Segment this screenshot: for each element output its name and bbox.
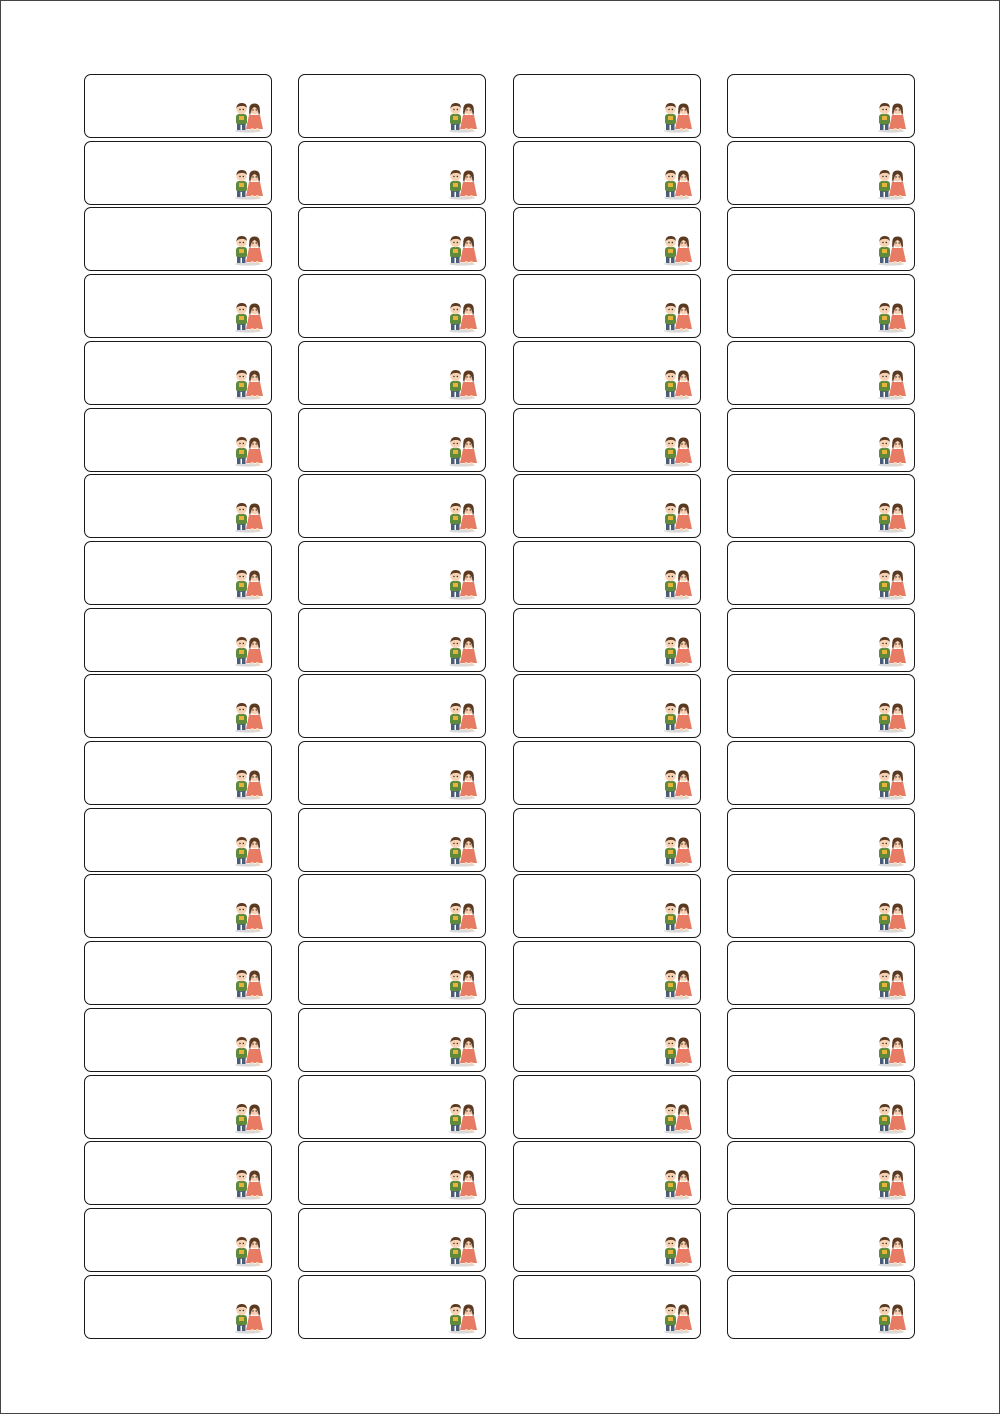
kids-couple-icon (874, 499, 908, 533)
label-cell[interactable] (298, 474, 486, 538)
label-grid (84, 74, 918, 1342)
kids-couple-icon (874, 232, 908, 266)
kids-couple-icon (874, 433, 908, 467)
label-cell[interactable] (298, 1075, 486, 1139)
label-cell[interactable] (84, 274, 272, 338)
kids-couple-icon (874, 633, 908, 667)
label-cell[interactable] (84, 741, 272, 805)
kids-couple-icon (660, 966, 694, 1000)
label-cell[interactable] (727, 274, 915, 338)
label-cell[interactable] (298, 741, 486, 805)
label-cell[interactable] (727, 207, 915, 271)
kids-couple-icon (231, 499, 265, 533)
kids-couple-icon (231, 299, 265, 333)
kids-couple-icon (231, 1100, 265, 1134)
label-cell[interactable] (298, 1208, 486, 1272)
label-cell[interactable] (727, 541, 915, 605)
label-cell[interactable] (513, 474, 701, 538)
label-cell[interactable] (513, 941, 701, 1005)
label-cell[interactable] (84, 941, 272, 1005)
label-cell[interactable] (727, 474, 915, 538)
kids-couple-icon (874, 166, 908, 200)
kids-couple-icon (660, 899, 694, 933)
kids-couple-icon (660, 99, 694, 133)
label-cell[interactable] (513, 1275, 701, 1339)
label-cell[interactable] (513, 608, 701, 672)
label-cell[interactable] (727, 74, 915, 138)
kids-couple-icon (874, 1033, 908, 1067)
label-cell[interactable] (84, 608, 272, 672)
label-cell[interactable] (513, 1008, 701, 1072)
label-cell[interactable] (513, 74, 701, 138)
kids-couple-icon (874, 766, 908, 800)
kids-couple-icon (231, 1233, 265, 1267)
kids-couple-icon (660, 166, 694, 200)
label-cell[interactable] (84, 474, 272, 538)
label-cell[interactable] (513, 808, 701, 872)
kids-couple-icon (660, 1033, 694, 1067)
label-cell[interactable] (84, 541, 272, 605)
label-cell[interactable] (727, 408, 915, 472)
kids-couple-icon (660, 1100, 694, 1134)
kids-couple-icon (445, 833, 479, 867)
kids-couple-icon (874, 1300, 908, 1334)
kids-couple-icon (445, 166, 479, 200)
kids-couple-icon (660, 833, 694, 867)
kids-couple-icon (231, 1033, 265, 1067)
kids-couple-icon (445, 766, 479, 800)
label-cell[interactable] (513, 741, 701, 805)
label-cell[interactable] (727, 941, 915, 1005)
label-cell[interactable] (727, 1208, 915, 1272)
kids-couple-icon (874, 833, 908, 867)
kids-couple-icon (660, 499, 694, 533)
kids-couple-icon (660, 1233, 694, 1267)
label-cell[interactable] (298, 674, 486, 738)
label-cell[interactable] (84, 674, 272, 738)
label-cell[interactable] (727, 608, 915, 672)
label-cell[interactable] (513, 141, 701, 205)
kids-couple-icon (660, 366, 694, 400)
kids-couple-icon (445, 366, 479, 400)
kids-couple-icon (231, 566, 265, 600)
kids-couple-icon (874, 899, 908, 933)
label-cell[interactable] (513, 1208, 701, 1272)
label-cell[interactable] (298, 408, 486, 472)
kids-couple-icon (874, 699, 908, 733)
kids-couple-icon (445, 966, 479, 1000)
kids-couple-icon (445, 1033, 479, 1067)
label-cell[interactable] (84, 1008, 272, 1072)
kids-couple-icon (874, 1233, 908, 1267)
kids-couple-icon (445, 633, 479, 667)
kids-couple-icon (874, 1166, 908, 1200)
label-cell[interactable] (298, 874, 486, 938)
label-cell[interactable] (727, 741, 915, 805)
label-cell[interactable] (298, 74, 486, 138)
label-cell[interactable] (513, 408, 701, 472)
kids-couple-icon (231, 966, 265, 1000)
kids-couple-icon (445, 1100, 479, 1134)
label-cell[interactable] (298, 141, 486, 205)
kids-couple-icon (660, 766, 694, 800)
kids-couple-icon (445, 299, 479, 333)
label-cell[interactable] (513, 274, 701, 338)
kids-couple-icon (660, 1300, 694, 1334)
label-cell[interactable] (298, 341, 486, 405)
kids-couple-icon (231, 1300, 265, 1334)
kids-couple-icon (874, 299, 908, 333)
label-cell[interactable] (84, 341, 272, 405)
label-cell[interactable] (84, 141, 272, 205)
label-cell[interactable] (298, 608, 486, 672)
label-cell[interactable] (727, 341, 915, 405)
label-cell[interactable] (84, 874, 272, 938)
label-cell[interactable] (727, 874, 915, 938)
kids-couple-icon (445, 1300, 479, 1334)
kids-couple-icon (231, 833, 265, 867)
kids-couple-icon (445, 433, 479, 467)
kids-couple-icon (445, 699, 479, 733)
kids-couple-icon (874, 366, 908, 400)
label-cell[interactable] (513, 1141, 701, 1205)
kids-couple-icon (445, 899, 479, 933)
label-cell[interactable] (298, 941, 486, 1005)
label-cell[interactable] (727, 1141, 915, 1205)
kids-couple-icon (445, 499, 479, 533)
kids-couple-icon (231, 433, 265, 467)
label-cell[interactable] (513, 874, 701, 938)
kids-couple-icon (231, 1166, 265, 1200)
label-cell[interactable] (298, 1275, 486, 1339)
kids-couple-icon (660, 699, 694, 733)
kids-couple-icon (660, 433, 694, 467)
label-cell[interactable] (84, 1275, 272, 1339)
kids-couple-icon (231, 366, 265, 400)
label-cell[interactable] (84, 408, 272, 472)
label-cell[interactable] (513, 207, 701, 271)
label-cell[interactable] (84, 1141, 272, 1205)
kids-couple-icon (445, 1233, 479, 1267)
label-cell[interactable] (298, 274, 486, 338)
kids-couple-icon (445, 566, 479, 600)
label-cell[interactable] (727, 1008, 915, 1072)
kids-couple-icon (660, 1166, 694, 1200)
kids-couple-icon (231, 633, 265, 667)
label-cell[interactable] (84, 1208, 272, 1272)
label-cell[interactable] (84, 207, 272, 271)
kids-couple-icon (231, 699, 265, 733)
label-cell[interactable] (727, 808, 915, 872)
label-cell[interactable] (727, 1275, 915, 1339)
kids-couple-icon (231, 766, 265, 800)
label-cell[interactable] (727, 141, 915, 205)
label-cell[interactable] (513, 674, 701, 738)
label-cell[interactable] (513, 1075, 701, 1139)
label-cell[interactable] (84, 1075, 272, 1139)
kids-couple-icon (231, 232, 265, 266)
kids-couple-icon (874, 966, 908, 1000)
kids-couple-icon (660, 566, 694, 600)
label-cell[interactable] (298, 1008, 486, 1072)
kids-couple-icon (660, 299, 694, 333)
label-cell[interactable] (513, 341, 701, 405)
kids-couple-icon (874, 99, 908, 133)
label-cell[interactable] (727, 1075, 915, 1139)
kids-couple-icon (660, 232, 694, 266)
label-cell[interactable] (298, 207, 486, 271)
kids-couple-icon (231, 899, 265, 933)
kids-couple-icon (874, 1100, 908, 1134)
kids-couple-icon (445, 99, 479, 133)
label-cell[interactable] (84, 74, 272, 138)
label-cell[interactable] (298, 808, 486, 872)
kids-couple-icon (445, 1166, 479, 1200)
kids-couple-icon (231, 99, 265, 133)
label-cell[interactable] (84, 808, 272, 872)
label-cell[interactable] (298, 1141, 486, 1205)
label-cell[interactable] (727, 674, 915, 738)
label-cell[interactable] (513, 541, 701, 605)
kids-couple-icon (445, 232, 479, 266)
kids-couple-icon (874, 566, 908, 600)
label-cell[interactable] (298, 541, 486, 605)
kids-couple-icon (660, 633, 694, 667)
kids-couple-icon (231, 166, 265, 200)
